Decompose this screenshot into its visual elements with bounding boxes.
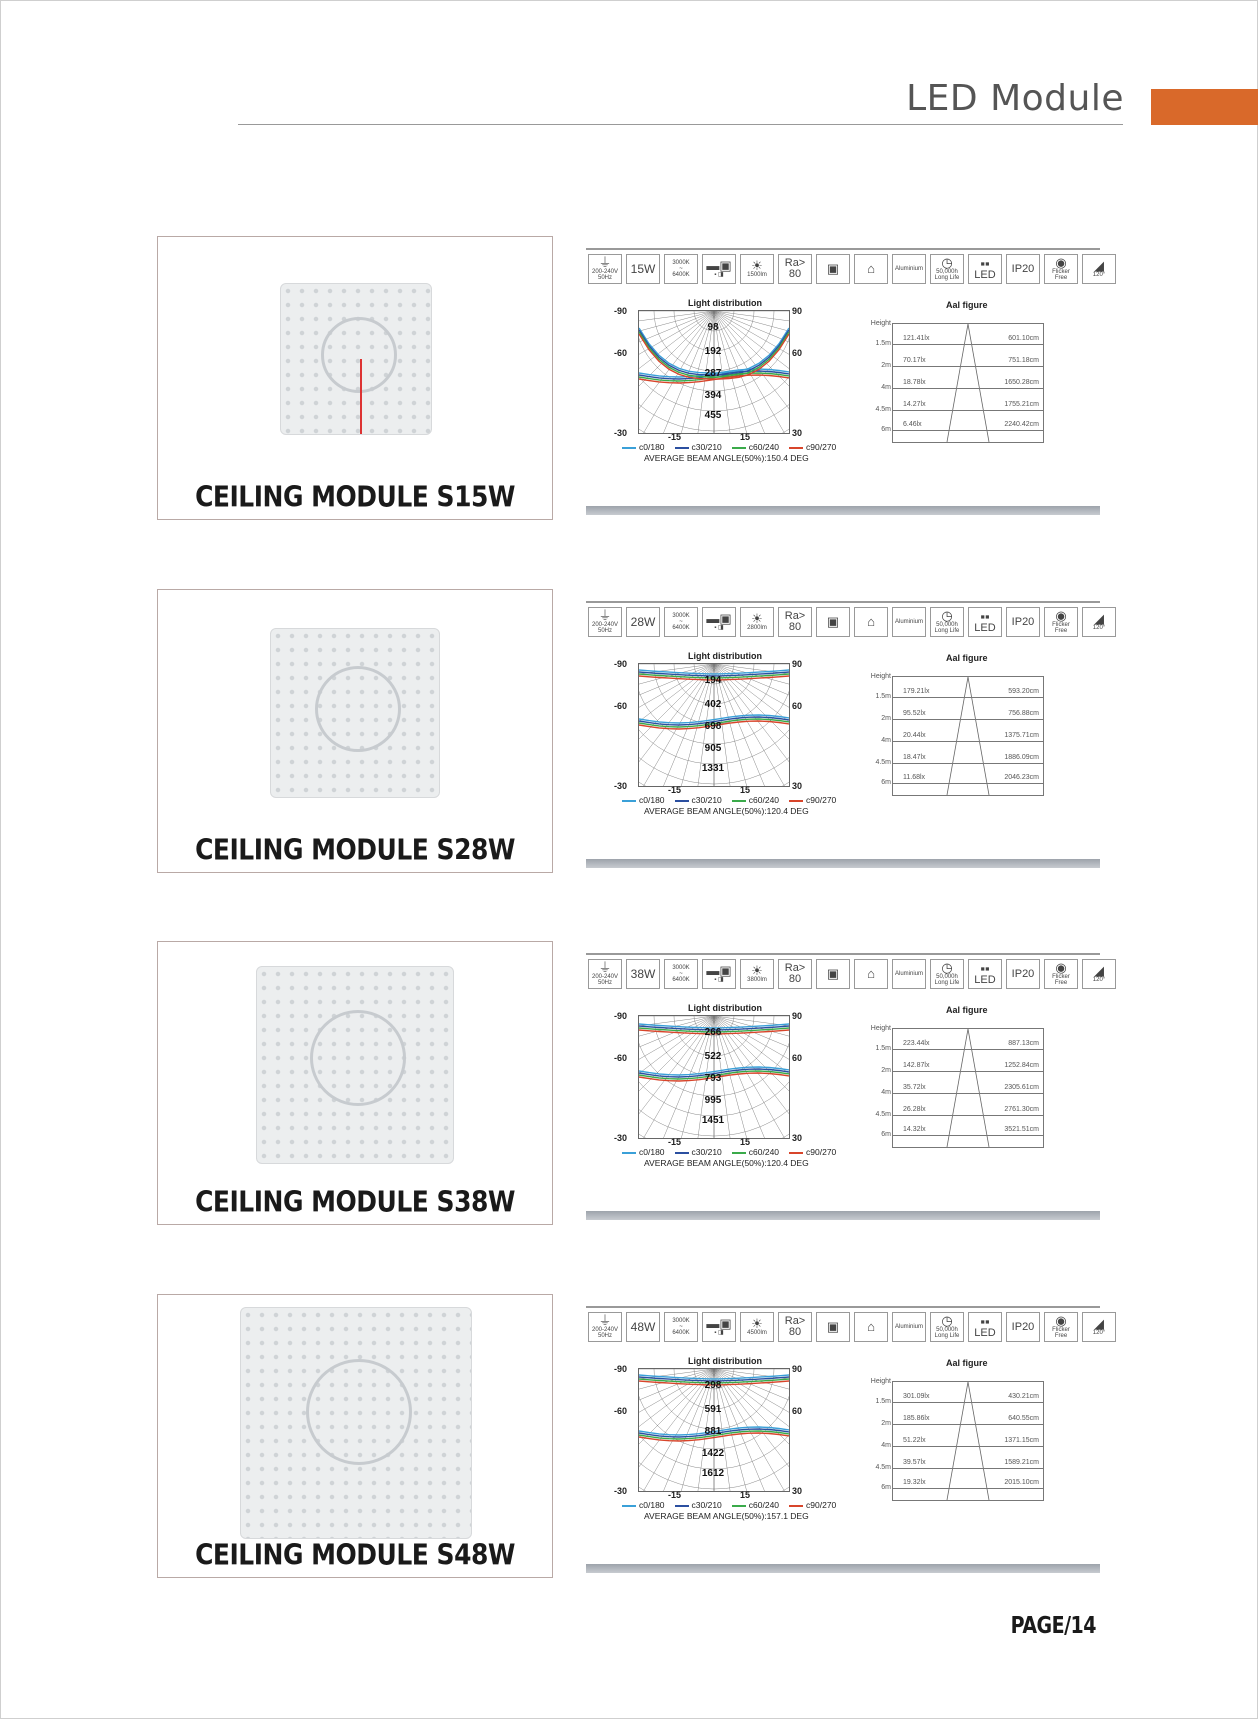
legend-label: c60/240 <box>748 1500 780 1510</box>
legend-item <box>622 1500 665 1510</box>
height-label: 4m <box>881 1442 891 1449</box>
beam-angle-text: AVERAGE BEAM ANGLE(50%):157.1 DEG <box>644 1511 809 1521</box>
axis-label: 15 <box>740 785 751 795</box>
spec-divider <box>586 953 1100 955</box>
beam-angle-icon: ◢ 120° <box>1082 1312 1116 1342</box>
height-label: 2m <box>881 1420 891 1427</box>
module-photo <box>270 628 440 798</box>
legend-item <box>675 795 722 805</box>
long-life-icon: ◷ 50,000h Long Life <box>930 254 964 284</box>
aal-row <box>881 379 1043 391</box>
power-wire <box>360 359 362 434</box>
lux-value: 301.09lx <box>903 1393 930 1400</box>
legend-label: c30/210 <box>691 442 722 452</box>
lux-value: 223.44lx <box>903 1040 930 1047</box>
aal-figure-table <box>870 1025 1044 1148</box>
product-name: CEILING MODULE S38W <box>195 1184 515 1219</box>
diameter-value: 593.20cm <box>1008 688 1039 695</box>
aal-row <box>875 1106 1043 1118</box>
diameter-value: 430.21cm <box>1008 1393 1039 1400</box>
legend-swatch <box>789 1152 803 1154</box>
legend-label: c90/270 <box>806 1147 837 1157</box>
ip-rating-badge: IP20 <box>1006 607 1040 637</box>
double-insulation-icon: ▣ <box>816 1312 850 1342</box>
aal-figure-title: Aal figure <box>946 653 988 663</box>
axis-label: 60 <box>792 1053 803 1063</box>
plug-icon: ⏚ 200-240V 50Hz <box>588 254 622 284</box>
axis-label: -30 <box>614 1133 628 1143</box>
polar-value-label: 402 <box>704 699 722 710</box>
material-badge: Aluminium <box>892 1312 926 1342</box>
legend-swatch <box>622 800 636 802</box>
plug-icon: ⏚ 200-240V 50Hz <box>588 1312 622 1342</box>
legend-swatch <box>789 447 803 449</box>
polar-value-label: 698 <box>704 721 722 732</box>
aal-row <box>875 1393 1043 1405</box>
legend-label: c60/240 <box>748 1147 780 1157</box>
lux-value: 26.28lx <box>903 1106 926 1113</box>
legend-item <box>789 442 836 452</box>
polar-value-label: 98 <box>707 322 719 333</box>
legend-swatch <box>622 1505 636 1507</box>
dimming-icon: ▬▣ ▪ ◨ <box>702 607 736 637</box>
height-label: 1.5m <box>875 1398 891 1405</box>
diameter-value: 1375.71cm <box>1004 732 1039 739</box>
legend-label: c30/210 <box>691 1147 722 1157</box>
module-ring <box>310 1010 406 1106</box>
aal-row <box>881 1415 1043 1427</box>
lux-value: 20.44lx <box>903 732 926 739</box>
polar-value-label: 1331 <box>701 763 725 774</box>
legend-item <box>789 1147 836 1157</box>
cct-badge: 3000K ~ 6400K <box>664 1312 698 1342</box>
diameter-value: 2305.61cm <box>1004 1084 1039 1091</box>
legend-item <box>675 442 722 452</box>
feature-icon-strip <box>588 607 1116 637</box>
polar-value-label: 905 <box>704 743 722 754</box>
height-label: 6m <box>881 1484 891 1491</box>
spec-divider <box>586 1306 1100 1308</box>
aal-row <box>875 688 1043 700</box>
chart-legend <box>622 795 836 805</box>
diameter-value: 2761.30cm <box>1004 1106 1039 1113</box>
axis-label: 30 <box>792 1133 803 1143</box>
lumen-icon: ☀ 1500lm <box>740 254 774 284</box>
feature-icon-strip <box>588 1312 1116 1342</box>
axis-label: -90 <box>614 306 628 316</box>
flicker-free-icon: ◉ Flicker Free <box>1044 607 1078 637</box>
lux-value: 185.86lx <box>903 1415 930 1422</box>
light-distribution-title: Light distribution <box>688 298 762 308</box>
beam-angle-icon: ◢ 120° <box>1082 254 1116 284</box>
module-ring <box>315 666 401 752</box>
lux-value: 11.68lx <box>903 774 926 781</box>
led-icon: ▪▪ LED <box>968 254 1002 284</box>
page-title: LED Module <box>906 78 1124 119</box>
product-section <box>0 1294 1258 1584</box>
legend-label: c90/270 <box>806 1500 837 1510</box>
axis-label: 90 <box>792 1011 803 1021</box>
diameter-value: 1650.28cm <box>1004 379 1039 386</box>
legend-swatch <box>732 1505 746 1507</box>
height-label: Height <box>870 320 891 327</box>
led-icon: ▪▪ LED <box>968 607 1002 637</box>
diameter-value: 1252.84cm <box>1004 1062 1039 1069</box>
polar-value-label: 1422 <box>701 1448 725 1459</box>
wattage-badge: 28W <box>626 607 660 637</box>
cct-badge: 3000K ~ 6400K <box>664 607 698 637</box>
ra-badge: Ra> 80 <box>778 254 812 284</box>
legend-item <box>622 795 665 805</box>
double-insulation-icon: ▣ <box>816 254 850 284</box>
module-ring <box>321 317 397 393</box>
dimming-icon: ▬▣ ▪ ◨ <box>702 1312 736 1342</box>
polar-value-label: 455 <box>704 410 722 421</box>
legend-item <box>789 795 836 805</box>
section-divider-bar <box>586 1564 1100 1573</box>
axis-label: 60 <box>792 348 803 358</box>
aal-row <box>881 357 1043 369</box>
ip-rating-badge: IP20 <box>1006 254 1040 284</box>
legend-item <box>732 442 779 452</box>
lux-value: 121.41lx <box>903 335 930 342</box>
legend-label: c0/180 <box>639 795 665 805</box>
ra-badge: Ra> 80 <box>778 607 812 637</box>
light-distribution-title: Light distribution <box>688 1003 762 1013</box>
flicker-free-icon: ◉ Flicker Free <box>1044 254 1078 284</box>
dimming-icon: ▬▣ ▪ ◨ <box>702 959 736 989</box>
legend-item <box>732 795 779 805</box>
material-badge: Aluminium <box>892 607 926 637</box>
axis-label: -15 <box>668 1137 682 1147</box>
legend-label: c30/210 <box>691 795 722 805</box>
axis-label: 90 <box>792 306 803 316</box>
flicker-free-icon: ◉ Flicker Free <box>1044 959 1078 989</box>
polar-value-label: 522 <box>704 1051 722 1062</box>
lux-value: 142.87lx <box>903 1062 930 1069</box>
axis-label: 15 <box>740 432 751 442</box>
aal-row <box>875 401 1043 413</box>
legend-label: c0/180 <box>639 1500 665 1510</box>
section-divider-bar <box>586 1211 1100 1220</box>
height-label: 4m <box>881 737 891 744</box>
lux-value: 18.47lx <box>903 754 926 761</box>
diameter-value: 887.13cm <box>1008 1040 1039 1047</box>
wattage-badge: 38W <box>626 959 660 989</box>
axis-label: -60 <box>614 348 628 358</box>
chart-legend <box>622 442 836 452</box>
polar-value-label: 881 <box>704 1426 722 1437</box>
diameter-value: 640.55cm <box>1008 1415 1039 1422</box>
axis-label: -60 <box>614 701 628 711</box>
module-photo <box>256 966 454 1164</box>
legend-swatch <box>789 800 803 802</box>
product-name: CEILING MODULE S28W <box>195 832 515 867</box>
legend-swatch <box>675 1505 689 1507</box>
legend-label: c0/180 <box>639 442 665 452</box>
beam-angle-text: AVERAGE BEAM ANGLE(50%):120.4 DEG <box>644 806 809 816</box>
led-icon: ▪▪ LED <box>968 959 1002 989</box>
legend-label: c60/240 <box>748 795 780 805</box>
lux-value: 39.57lx <box>903 1459 926 1466</box>
axis-label: 30 <box>792 428 803 438</box>
aal-row <box>875 754 1043 766</box>
lux-value: 70.17lx <box>903 357 926 364</box>
diameter-value: 1755.21cm <box>1004 401 1039 408</box>
diameter-value: 2015.10cm <box>1004 1479 1039 1486</box>
legend-swatch <box>675 800 689 802</box>
axis-label: 90 <box>792 659 803 669</box>
diameter-value: 3521.51cm <box>1004 1126 1039 1133</box>
ra-badge: Ra> 80 <box>778 959 812 989</box>
ip-rating-badge: IP20 <box>1006 959 1040 989</box>
flicker-free-icon: ◉ Flicker Free <box>1044 1312 1078 1342</box>
beam-angle-text: AVERAGE BEAM ANGLE(50%):150.4 DEG <box>644 453 809 463</box>
aal-row <box>881 1084 1043 1096</box>
indoor-use-icon: ⌂ <box>854 254 888 284</box>
module-photo <box>240 1307 472 1539</box>
diameter-value: 1371.15cm <box>1004 1437 1039 1444</box>
material-badge: Aluminium <box>892 254 926 284</box>
aal-row <box>881 732 1043 744</box>
polar-value-label: 194 <box>704 675 722 686</box>
page-number: PAGE/14 <box>1010 1612 1096 1640</box>
axis-label: -60 <box>614 1053 628 1063</box>
axis-label: -90 <box>614 1364 628 1374</box>
height-label: Height <box>870 1025 891 1032</box>
product-photo-frame <box>157 236 553 520</box>
product-name: CEILING MODULE S15W <box>195 479 515 514</box>
axis-label: 30 <box>792 1486 803 1496</box>
height-label: Height <box>870 1378 891 1385</box>
polar-value-label: 287 <box>704 368 722 379</box>
lumen-icon: ☀ 3800lm <box>740 959 774 989</box>
height-label: 6m <box>881 1131 891 1138</box>
product-section <box>0 941 1258 1231</box>
lumen-icon: ☀ 2800lm <box>740 607 774 637</box>
long-life-icon: ◷ 50,000h Long Life <box>930 607 964 637</box>
polar-value-label: 995 <box>704 1095 722 1106</box>
lux-value: 14.32lx <box>903 1126 926 1133</box>
legend-item <box>675 1500 722 1510</box>
module-photo <box>280 283 432 435</box>
axis-label: 15 <box>740 1137 751 1147</box>
diameter-value: 601.10cm <box>1008 335 1039 342</box>
wattage-badge: 48W <box>626 1312 660 1342</box>
legend-label: c30/210 <box>691 1500 722 1510</box>
legend-label: c90/270 <box>806 795 837 805</box>
polar-value-label: 793 <box>704 1073 722 1084</box>
dimming-icon: ▬▣ ▪ ◨ <box>702 254 736 284</box>
axis-label: 60 <box>792 1406 803 1416</box>
axis-label: 15 <box>740 1490 751 1500</box>
axis-label: -15 <box>668 1490 682 1500</box>
spec-divider <box>586 601 1100 603</box>
legend-swatch <box>675 447 689 449</box>
header-divider <box>238 124 1123 125</box>
aal-figure-title: Aal figure <box>946 1358 988 1368</box>
aal-row <box>881 1062 1043 1074</box>
polar-value-label: 266 <box>704 1027 722 1038</box>
axis-label: 30 <box>792 781 803 791</box>
lux-value: 35.72lx <box>903 1084 926 1091</box>
height-label: 4m <box>881 1089 891 1096</box>
axis-label: -30 <box>614 428 628 438</box>
polar-value-label: 1612 <box>701 1468 725 1479</box>
aal-figure-table <box>870 1378 1044 1501</box>
lux-value: 19.32lx <box>903 1479 926 1486</box>
legend-item <box>732 1500 779 1510</box>
beam-angle-icon: ◢ 120° <box>1082 607 1116 637</box>
diameter-value: 1886.09cm <box>1004 754 1039 761</box>
cct-badge: 3000K ~ 6400K <box>664 254 698 284</box>
legend-swatch <box>732 1152 746 1154</box>
product-photo-frame <box>157 1294 553 1578</box>
legend-swatch <box>732 800 746 802</box>
feature-icon-strip <box>588 254 1116 284</box>
aal-figure-table <box>870 320 1044 443</box>
height-label: 4m <box>881 384 891 391</box>
height-label: 2m <box>881 362 891 369</box>
aal-row <box>881 1437 1043 1449</box>
aal-row <box>875 1459 1043 1471</box>
beam-angle-icon: ◢ 120° <box>1082 959 1116 989</box>
height-label: 4.5m <box>875 759 891 766</box>
axis-label: -15 <box>668 785 682 795</box>
legend-label: c90/270 <box>806 442 837 452</box>
height-label: 4.5m <box>875 1464 891 1471</box>
wattage-badge: 15W <box>626 254 660 284</box>
height-label: 6m <box>881 779 891 786</box>
product-name: CEILING MODULE S48W <box>195 1537 515 1572</box>
section-divider-bar <box>586 859 1100 868</box>
axis-label: 90 <box>792 1364 803 1374</box>
product-photo-frame <box>157 589 553 873</box>
axis-label: -30 <box>614 1486 628 1496</box>
double-insulation-icon: ▣ <box>816 959 850 989</box>
polar-value-label: 394 <box>704 390 722 401</box>
legend-item <box>732 1147 779 1157</box>
aal-row <box>881 1126 1043 1138</box>
chart-legend <box>622 1147 836 1157</box>
legend-item <box>675 1147 722 1157</box>
diameter-value: 2240.42cm <box>1004 421 1039 428</box>
axis-label: -15 <box>668 432 682 442</box>
axis-label: -60 <box>614 1406 628 1416</box>
legend-item <box>789 1500 836 1510</box>
diameter-value: 1589.21cm <box>1004 1459 1039 1466</box>
material-badge: Aluminium <box>892 959 926 989</box>
lux-value: 18.78lx <box>903 379 926 386</box>
height-label: 2m <box>881 715 891 722</box>
diameter-value: 751.18cm <box>1008 357 1039 364</box>
height-label: 4.5m <box>875 1111 891 1118</box>
plug-icon: ⏚ 200-240V 50Hz <box>588 607 622 637</box>
height-label: Height <box>870 673 891 680</box>
polar-value-label: 192 <box>704 346 722 357</box>
axis-label: -90 <box>614 1011 628 1021</box>
cct-badge: 3000K ~ 6400K <box>664 959 698 989</box>
legend-label: c60/240 <box>748 442 780 452</box>
module-ring <box>306 1359 412 1465</box>
lumen-icon: ☀ 4500lm <box>740 1312 774 1342</box>
aal-figure-title: Aal figure <box>946 300 988 310</box>
polar-value-label: 1451 <box>701 1115 725 1126</box>
aal-row <box>881 1479 1043 1491</box>
ra-badge: Ra> 80 <box>778 1312 812 1342</box>
lux-value: 6.46lx <box>903 421 922 428</box>
long-life-icon: ◷ 50,000h Long Life <box>930 1312 964 1342</box>
height-label: 2m <box>881 1067 891 1074</box>
axis-label: -90 <box>614 659 628 669</box>
chart-legend <box>622 1500 836 1510</box>
light-distribution-title: Light distribution <box>688 1356 762 1366</box>
plug-icon: ⏚ 200-240V 50Hz <box>588 959 622 989</box>
product-photo-frame <box>157 941 553 1225</box>
feature-icon-strip <box>588 959 1116 989</box>
aal-row <box>881 421 1043 433</box>
aal-row <box>881 710 1043 722</box>
height-label: 6m <box>881 426 891 433</box>
led-icon: ▪▪ LED <box>968 1312 1002 1342</box>
header-accent-bar <box>1151 89 1258 125</box>
height-label: 4.5m <box>875 406 891 413</box>
indoor-use-icon: ⌂ <box>854 959 888 989</box>
aal-row <box>875 1040 1043 1052</box>
beam-angle-text: AVERAGE BEAM ANGLE(50%):120.4 DEG <box>644 1158 809 1168</box>
spec-divider <box>586 248 1100 250</box>
lux-value: 51.22lx <box>903 1437 926 1444</box>
aal-figure-table <box>870 673 1044 796</box>
indoor-use-icon: ⌂ <box>854 607 888 637</box>
lux-value: 95.52lx <box>903 710 926 717</box>
legend-swatch <box>732 447 746 449</box>
light-distribution-title: Light distribution <box>688 651 762 661</box>
long-life-icon: ◷ 50,000h Long Life <box>930 959 964 989</box>
double-insulation-icon: ▣ <box>816 607 850 637</box>
product-section <box>0 589 1258 879</box>
lux-value: 179.21lx <box>903 688 930 695</box>
height-label: 1.5m <box>875 693 891 700</box>
height-label: 1.5m <box>875 340 891 347</box>
axis-label: 60 <box>792 701 803 711</box>
legend-label: c0/180 <box>639 1147 665 1157</box>
diameter-value: 2046.23cm <box>1004 774 1039 781</box>
section-divider-bar <box>586 506 1100 515</box>
height-label: 1.5m <box>875 1045 891 1052</box>
aal-row <box>875 335 1043 347</box>
polar-value-label: 298 <box>704 1380 722 1391</box>
legend-item <box>622 1147 665 1157</box>
legend-swatch <box>622 447 636 449</box>
diameter-value: 756.88cm <box>1008 710 1039 717</box>
indoor-use-icon: ⌂ <box>854 1312 888 1342</box>
legend-swatch <box>622 1152 636 1154</box>
legend-item <box>622 442 665 452</box>
aal-figure-title: Aal figure <box>946 1005 988 1015</box>
ip-rating-badge: IP20 <box>1006 1312 1040 1342</box>
polar-value-label: 591 <box>704 1404 722 1415</box>
axis-label: -30 <box>614 781 628 791</box>
lux-value: 14.27lx <box>903 401 926 408</box>
legend-swatch <box>675 1152 689 1154</box>
legend-swatch <box>789 1505 803 1507</box>
aal-row <box>881 774 1043 786</box>
product-section <box>0 236 1258 526</box>
